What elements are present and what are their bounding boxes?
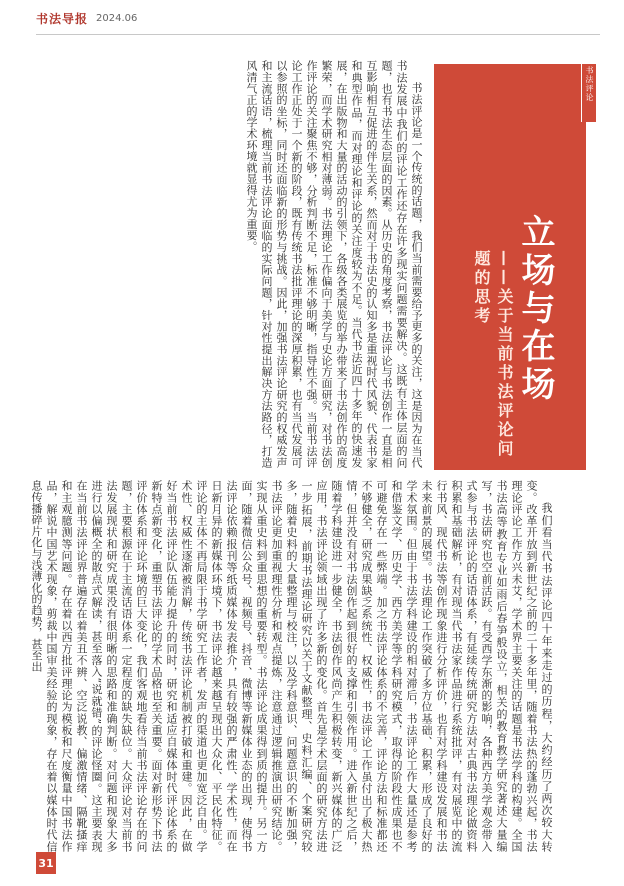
magazine-logo: 书法导报 <box>36 11 89 26</box>
page-header <box>36 8 137 28</box>
title-panel <box>434 64 594 493</box>
body-column-right <box>44 60 424 468</box>
page-number-box <box>36 852 56 874</box>
article-subtitle: ——关于当前书法评论问题的思考 <box>472 250 514 459</box>
body-column-lower <box>30 480 554 852</box>
author-name: 陈 智 <box>538 476 567 493</box>
header-rule <box>36 34 600 35</box>
page-number: 31 <box>38 856 54 870</box>
body-paragraph: 书法评论是一个传统的话题，我们当前需要给予更多的关注，这是因为在当代书法发展中我们的评论工作还存在许多现实问题需要解决。这既有主体层面的问题，也有书法生态层面的因素。从历史的角度考察，书法评论与书法创作一直是相互影响相互促进的伴生关系，然而对于书法史的认知多是重视时代风貌、代表书家和典型作品，而对理论和评论的关注度较为不足。当代书法近四十多年的快速发展，在出版物和大量的活动的引领下，各级各类展览的举办带来了书法创作的高度繁荣，而学术研究相对薄弱。书法理论工作偏向于美学与史论方面研究，对书法创作评论的关注聚焦不够，分析判断不足，标准不够明晰，指导性不强。当前书法评论工作正处于一个新的阶段，既有传统书法批评理论的深厚积累，也有当代发展可以参照的坐标，同时还面临新的形势与挑战。因此，加强书法评论研究的权威发声和主流话语，梳理当前书法评论面临的实际问题，针对性提出解决方法路径，打造风清气正的学术环境就显得尤为重要。 <box>245 60 423 468</box>
issue-date: 2024.06 <box>96 12 138 24</box>
section-tag-box <box>581 64 596 122</box>
body-paragraph: 我们看当代书法评论四十年来走过的历程，大约经历了两次较大转变。改革开放到新世纪之前的二十多年里，随着书法热的蓬勃兴起，书法理论评论工作方兴未艾，学术界主要关注的话题是书法学科的构建。全国书法高等教育专业如雨后春笋般设立，相关的教育教学研究著述大量编写，书法研究也空前活跃。有受西学东渐的影响，各种西方美学观念带入式参与书法评论的话语体系，有延续传统研究方法对古典书法理论做资料积累和基础解析，有对现当代书法家作品进行系统批评，有对展览中的流行书风、现代书法等创作现象进行分析评价，也有对学科建设发展和书法未来前景的展望。书法理论工作突破了多方位基础、积累，形成了良好的学术氛围。但由于书法学科建设的相对滞后，书法评论工作大量还是参考和借鉴文学、历史学、西方美学等学科研究模式，取得的阶段性成果也不可避免存在一些弊端。加之书法评论体系的不完善，评论方法和标准都还不够健全，研究成果缺乏系统性、权威性，书法评论工作虽付出了极大热情，但并没有对书法创作起到很好的支撑和引领作用。进入新世纪之后，随着学科建设进一步健全，书法创作风尚产生积极转变，新兴媒体的广泛应用，书法评论领域出现了许多新的变化。首先是学术层面的研究方法进一步拓展，前期书法理论研究以关于文献整理、史料汇编、个案研究较多，随着史料的大量整理与校注，以及学科意识、问题意识的不断加强，书法评论更加重视理性分析和观点提炼，注意通过逻辑推演出研究结论。实现从重史料到重思想的重要转型。书法评论成果得到质的提升。另一方面，随着微信公众号、视频号、抖音、微博等新媒体业态的出现，使得书法评论依赖报刊等纸质媒体发表推介，具有较强的严肃性、学术性，而在日新月异的新媒体环境下，书法评论越来越呈现出大众化、平民化特征。评论的主体不再局限于书学研究工作者，发声的渠道也更加宽泛自由。学术性、权威性逐渐被消解，传统书法评论机制被打破和重建。因此，在做好当前书法评论队伍能力提升的同时，研究和适应自媒体时代评论体系的新特点新变化，重塑书法评论的学术品格也至关重要。面对新形势下书法评价体系和评论环境的巨大变化，我们客观地看待当前书法评论存在的问题，主要根源在于主流话语体系一定程度的缺失缺位。大众评论对当前书法发展现状和研究成果没有很明晰的思路和准确判断。对问题和现象大多进行以偏概全的散点式解读，甚至落入“说就错”的评论怪圈。这主要表现在当前书法评论界普遍存在着美丑不辨、空泛说教、偏激情绪、隔靴搔痒和主观臆测等问题。存在着以西方批评理论为模板和尺度衡量中国书法作品，解说中国艺术现象，剪裁中国审美经验的现象，存在着以媒体时代信息传播碎片化与浅薄化的趋势，甚至出 <box>30 480 553 852</box>
section-tag: 书法评论 <box>585 66 594 102</box>
article-title: 立场与在场 <box>515 214 555 404</box>
